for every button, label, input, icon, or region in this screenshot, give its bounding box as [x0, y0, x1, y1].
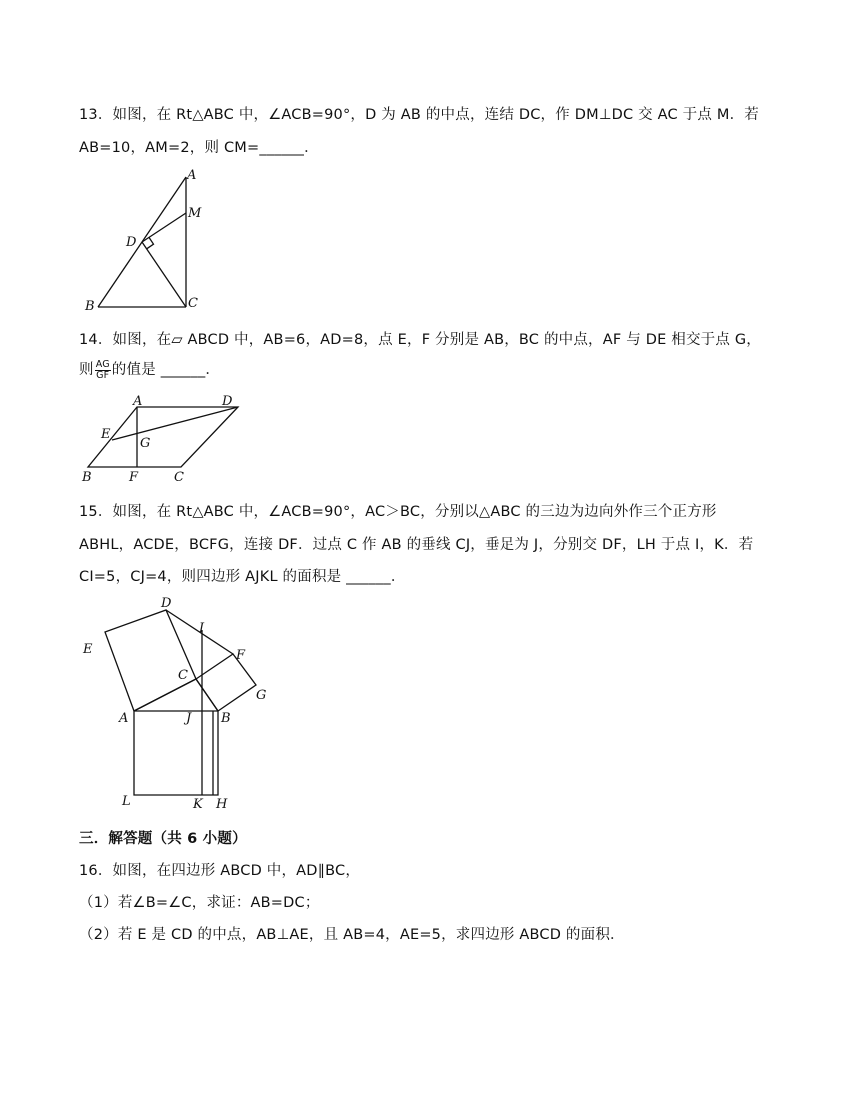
segment-de — [112, 407, 238, 440]
q14-suffix: 的值是 ______． — [111, 362, 221, 378]
segment-bc — [196, 679, 218, 711]
square-bcfg — [196, 654, 256, 711]
label-f: F — [236, 648, 246, 663]
label-j: J — [186, 711, 192, 726]
label-d: D — [126, 235, 137, 250]
square-abhl — [134, 711, 218, 795]
q15-text-line1: 15．如图，在 Rt△ABC 中，∠ACB=90°，AC＞BC，分别以△ABC 的三边为边向外作三个正方形 — [79, 504, 717, 520]
q15-text-line3: CI=5，CJ=4，则四边形 AJKL 的面积是 ______． — [79, 569, 406, 585]
q13-figure — [78, 165, 218, 315]
q14-prefix: 则 — [79, 362, 94, 378]
label-d: D — [161, 596, 172, 611]
label-g: G — [256, 688, 267, 703]
segment-dc — [142, 242, 186, 307]
label-i: I — [199, 621, 205, 636]
label-b: B — [82, 470, 92, 485]
q13-text-line2: AB=10，AM=2，则 CM=______． — [79, 140, 319, 156]
label-l: L — [122, 794, 131, 809]
segment-ac — [134, 679, 196, 711]
section-heading: 三．解答题（共 6 小题） — [79, 831, 247, 847]
label-e: E — [83, 642, 93, 657]
label-k: K — [193, 797, 203, 812]
label-e: E — [101, 427, 111, 442]
label-m: M — [188, 206, 202, 221]
label-f: F — [129, 470, 139, 485]
q14-text-line1: 14．如图，在▱ ABCD 中，AB=6，AD=8，点 E，F 分别是 AB，BC 的中点，AF 与 DE 相交于点 G， — [79, 332, 762, 348]
label-d: D — [222, 395, 233, 409]
label-h: H — [216, 797, 228, 812]
right-angle-mark — [147, 237, 154, 248]
q15-text-line2: ABHL，ACDE，BCFG，连接 DF．过点 C 作 AB 的垂线 CJ，垂足为 J，分别交 DF，LH 于点 I，K．若 — [79, 537, 754, 553]
square-acde — [105, 610, 196, 711]
label-c: C — [174, 470, 184, 485]
fraction-numerator: AG — [95, 358, 110, 370]
q16-part2: （2）若 E 是 CD 的中点，AB⊥AE，且 AB=4，AE=5，求四边形 ABCD 的面积． — [79, 927, 625, 943]
label-a: A — [133, 395, 143, 409]
ratio-fraction — [95, 360, 111, 381]
q15-figure — [76, 592, 276, 817]
q13-text-line1: 13．如图，在 Rt△ABC 中，∠ACB=90°，D 为 AB 的中点，连结 DC，作 DM⊥DC 交 AC 于点 M．若 — [79, 107, 759, 123]
q14-text-line2 — [79, 358, 220, 381]
label-g: G — [140, 436, 151, 451]
segment-dm — [142, 213, 186, 242]
label-c: C — [178, 668, 188, 683]
label-a: A — [187, 168, 197, 183]
label-b: B — [85, 299, 95, 314]
q16-part1: （1）若∠B=∠C，求证：AB=DC； — [79, 895, 320, 911]
fraction-denominator: GF — [96, 369, 110, 381]
parallelogram-abcd — [88, 407, 238, 467]
q16-text-line1: 16．如图，在四边形 ABCD 中，AD∥BC， — [79, 863, 361, 879]
label-a: A — [119, 711, 129, 726]
q14-figure — [78, 395, 248, 485]
label-c: C — [188, 296, 198, 311]
label-b: B — [221, 711, 231, 726]
